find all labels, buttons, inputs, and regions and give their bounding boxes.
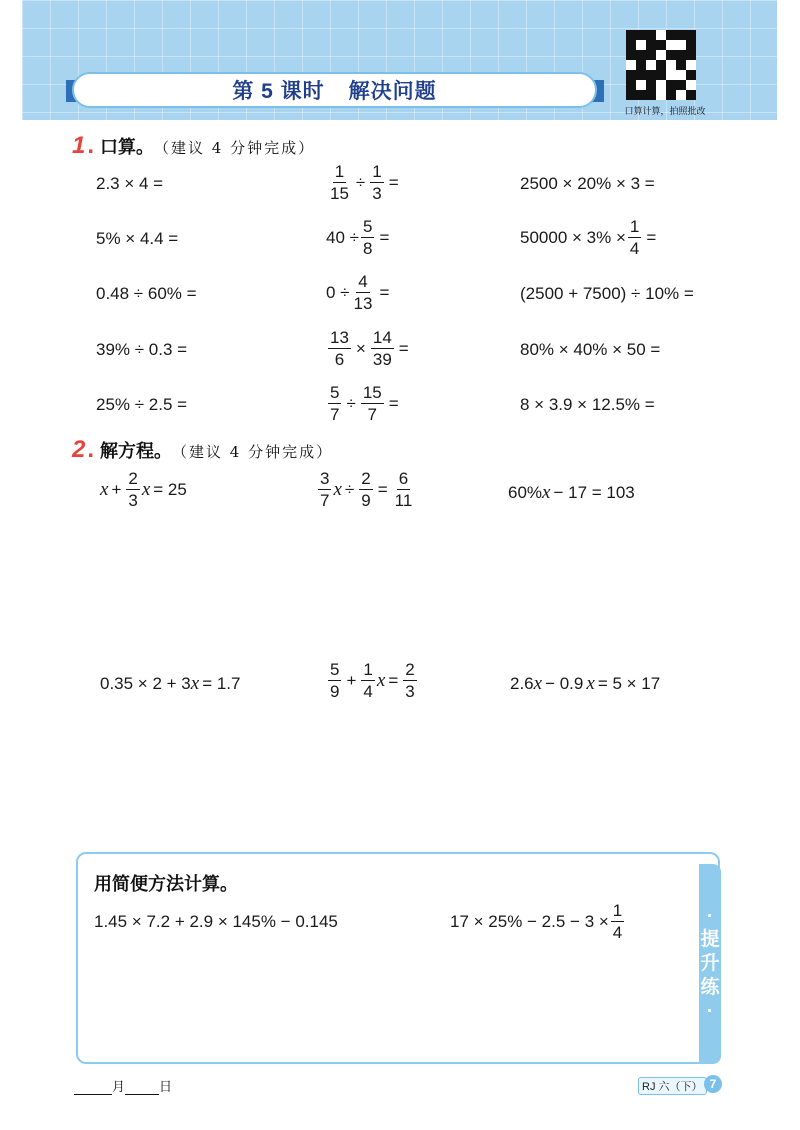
- mental-math-item: 0.48 ÷ 60% =: [96, 284, 197, 303]
- challenge-title: 用简便方法计算。: [94, 874, 238, 894]
- page-number: 7: [704, 1075, 722, 1093]
- section-1-title: 口算。: [100, 137, 155, 157]
- lesson-topic: 解决问题: [348, 80, 437, 103]
- grade-label: RJ 六（下）: [638, 1077, 707, 1095]
- section-2-hint: （建议 4 分钟完成）: [172, 443, 334, 461]
- mental-math-item: 0 ÷ $\frac{4}{13}$ =: [326, 272, 390, 313]
- mental-math-item: 80% × 40% × 50 =: [520, 340, 661, 359]
- lesson-number: 第 5 课时: [232, 80, 325, 103]
- equation-item: $\frac{5}{9}$ + $\frac{1}{4}$ x = $\frac{2}{3}$: [330, 660, 415, 701]
- date-field: [74, 1076, 172, 1095]
- mental-math-item: 5% × 4.4 =: [96, 229, 179, 248]
- mental-math-item: (2500 + 7500) ÷ 10% =: [520, 284, 694, 303]
- mental-math-item: 2500 × 20% × 3 =: [520, 174, 655, 193]
- mental-math-item: 50000 × 3% × $\frac{1}{4}$ =: [520, 217, 657, 258]
- mental-math-item: 25% ÷ 2.5 =: [96, 395, 188, 414]
- mental-math-item: 40 ÷ $\frac{5}{8}$ =: [326, 217, 390, 258]
- mental-math-item: 39% ÷ 0.3 =: [96, 340, 188, 359]
- equation-item: x + $\frac{2}{3}$ x = 25: [100, 469, 187, 510]
- section-2-number: 2: [72, 436, 86, 463]
- day-label: 日: [159, 1079, 173, 1094]
- equation-item: 0.35 × 2 + 3 x = 1.7: [100, 673, 241, 694]
- qr-code[interactable]: [626, 30, 696, 100]
- section-1-heading: 1 . 口算。 （建议 4 分钟完成）: [72, 132, 316, 159]
- qr-caption: 口算计算，拍照批改: [624, 106, 706, 116]
- section-1-number: 1: [72, 132, 86, 159]
- mental-math-item: $\frac{1}{15}$ ÷ $\frac{1}{3}$ =: [330, 162, 399, 203]
- equation-item: 60% x − 17 = 103: [508, 482, 635, 503]
- mental-math-item: 2.3 × 4 =: [96, 174, 164, 193]
- section-2-heading: 2 . 解方程。 （建议 4 分钟完成）: [72, 436, 334, 463]
- mental-math-item: $\frac{13}{6}$ × $\frac{14}{39}$ =: [330, 328, 409, 369]
- equation-item: $\frac{3}{7}$ x ÷ $\frac{2}{9}$ = $\frac{6}{11}$: [320, 469, 413, 510]
- lesson-title-bar: [72, 72, 597, 108]
- section-1-hint: （建议 4 分钟完成）: [154, 139, 316, 157]
- mental-math-item: $\frac{5}{7}$ ÷ $\frac{15}{7}$ =: [330, 383, 399, 424]
- mental-math-item: 8 × 3.9 × 12.5% =: [520, 395, 655, 414]
- side-tab: · 提 升 练 ·: [699, 864, 721, 1064]
- equation-item: 2.6 x − 0.9 x = 5 × 17: [510, 673, 661, 694]
- simplify-expression: 1.45 × 7.2 + 2.9 × 145% − 0.145: [94, 912, 338, 931]
- section-2-title: 解方程。: [100, 441, 173, 461]
- simplify-expression: 17 × 25% − 2.5 − 3 × $\frac{1}{4}$: [450, 901, 623, 942]
- month-label: 月: [112, 1079, 126, 1094]
